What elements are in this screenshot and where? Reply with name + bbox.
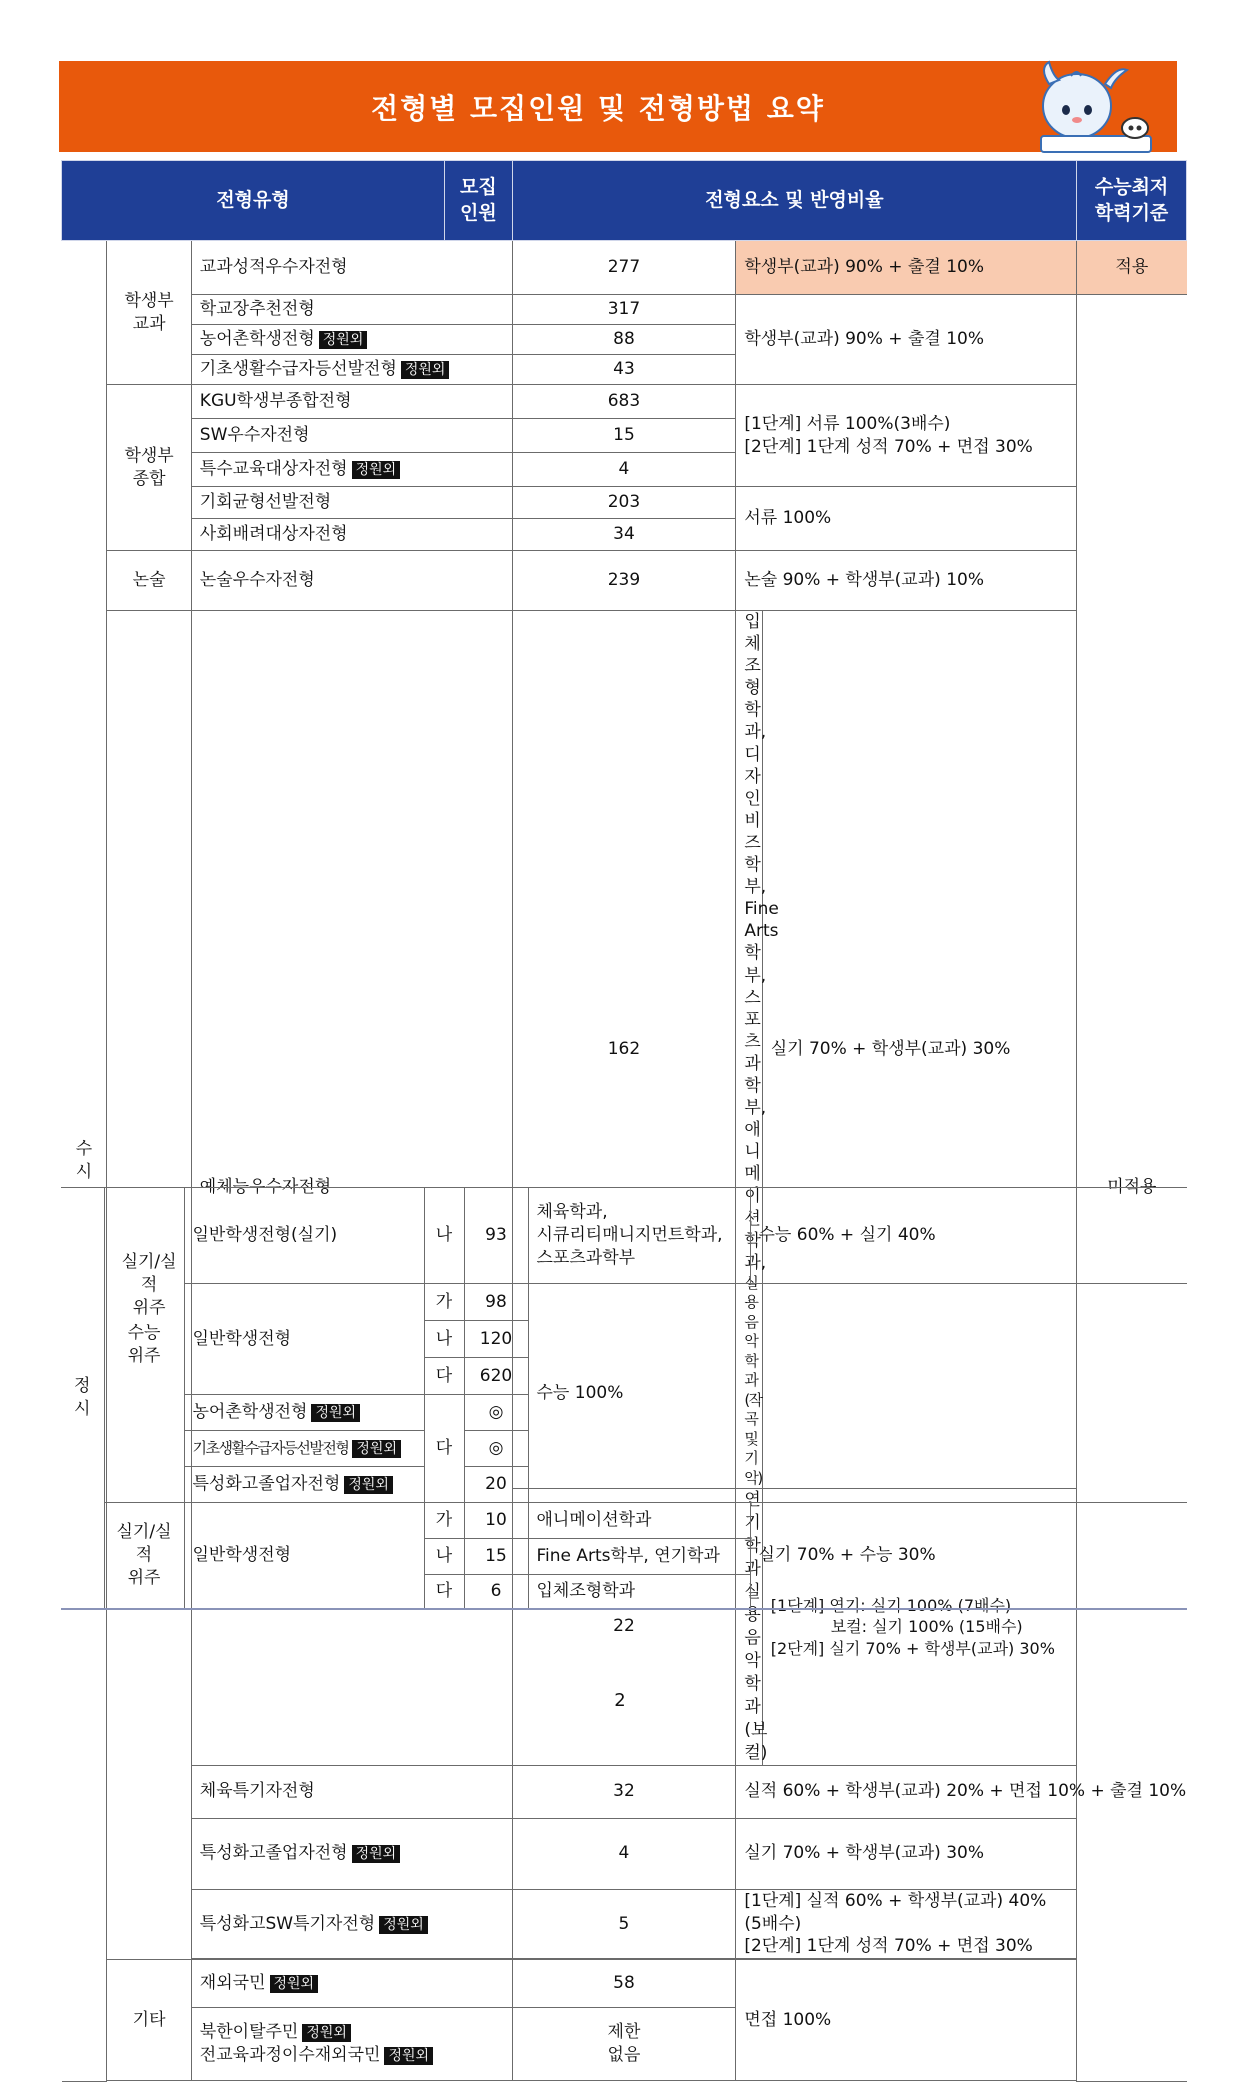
track-name: 기회균형선발전형: [191, 487, 512, 519]
quota-exempt-badge: 정원외: [344, 1476, 393, 1494]
track-name: 일반학생전형(실기): [184, 1188, 424, 1284]
track-method: 학생부(교과) 90% + 출결 10%: [736, 295, 1077, 385]
track-name: 기초생활수급자등선발전형 정원외: [184, 1431, 424, 1467]
track-count: 88: [512, 325, 736, 355]
quota-exempt-badge: 정원외: [319, 331, 368, 349]
category-susi: 수시: [62, 241, 107, 2082]
category-jeongsi: 정시: [61, 1188, 104, 1609]
track-count: 20: [464, 1467, 528, 1503]
track-method: 실적 60% + 학생부(교과) 20% + 면접 10% + 출결 10%: [736, 1765, 1077, 1818]
table-row: [62, 385, 1187, 419]
track-name: 특성화고졸업자전형 정원외: [184, 1467, 424, 1503]
track-count: 98: [464, 1284, 528, 1321]
track-count: 162: [512, 611, 736, 1489]
dept-list: 입체조형학과, 디자인비즈학부, Fine Arts학부, 스포츠과학부, 애니메이션학과, 실용음악학과(작곡및기악): [736, 611, 762, 1489]
track-count: 683: [512, 385, 736, 419]
quota-exempt-badge: 정원외: [352, 461, 401, 479]
page-title: 전형별 모집인원 및 전형방법 요약: [371, 91, 825, 125]
track-group: 나: [424, 1539, 464, 1575]
track-method: [1단계] 실적 60% + 학생부(교과) 40% (5배수) [2단계] 1단계 성적 70% + 면접 30%: [736, 1889, 1077, 1959]
track-count: 6: [464, 1575, 528, 1609]
dept: Fine Arts학부, 연기학과: [528, 1539, 750, 1575]
track-count: 32: [512, 1765, 736, 1818]
track-name: 재외국민 정원외: [191, 1960, 512, 2008]
track-count: 620: [464, 1358, 528, 1395]
dept-list: 체육학과, 시큐리티매니지먼트학과, 스포츠과학부: [528, 1188, 750, 1284]
table-row: [62, 1960, 1187, 2008]
track-method: 수능 60% + 실기 40%: [750, 1188, 1187, 1284]
track-name: 논술우수자전형: [191, 551, 512, 611]
track-method: 실기 70% + 학생부(교과) 30%: [736, 1818, 1077, 1889]
table-row: [62, 1765, 1187, 1818]
track-method: 실기 70% + 학생부(교과) 30%: [762, 611, 1076, 1489]
track-method: 면접 100%: [736, 1960, 1077, 2081]
track-group: 다: [424, 1358, 464, 1395]
quota-exempt-badge: 정원외: [311, 1404, 360, 1422]
track-count: 제한 없음: [512, 2008, 736, 2081]
mascot-character-icon: [1035, 54, 1155, 154]
dept-list: 연기학과 실용음악학과(보컬): [736, 1489, 762, 1765]
track-name: 특성화고졸업자전형 정원외: [191, 1818, 512, 1889]
quota-exempt-badge: 정원외: [379, 1916, 428, 1934]
jeongsi-table: [61, 1187, 1187, 1610]
track-count: 93: [464, 1188, 528, 1284]
admission-summary-table: [61, 160, 1187, 2082]
track-name: 농어촌학생전형 정원외: [191, 325, 512, 355]
track-name: 특성화고SW특기자전형 정원외: [191, 1889, 512, 1959]
table-row: [61, 1284, 1187, 1321]
track-method: 실기 70% + 수능 30%: [750, 1503, 1187, 1609]
track-count: 10: [464, 1503, 528, 1539]
track-method: 학생부(교과) 90% + 출결 10%: [736, 241, 1077, 295]
track-method: 수능 100%: [528, 1284, 1187, 1503]
track-group: 가: [424, 1503, 464, 1539]
table-row: [62, 1818, 1187, 1889]
table-row: [62, 241, 1187, 295]
track-count: 203: [512, 487, 736, 519]
track-method: 논술 90% + 학생부(교과) 10%: [736, 551, 1077, 611]
track-count: 34: [512, 519, 736, 551]
quota-exempt-badge: 정원외: [302, 2024, 351, 2042]
subcategory-suneung: 수능 위주: [104, 1188, 184, 1503]
header-type: 전형유형: [62, 161, 445, 241]
dept: 입체조형학과: [528, 1575, 750, 1609]
quota-exempt-badge: 정원외: [270, 1975, 319, 1993]
title-banner: [59, 61, 1177, 152]
header-count: 모집 인원: [445, 161, 513, 241]
track-name: 특수교육대상자전형 정원외: [191, 453, 512, 487]
subcategory-silgi: 실기/실적 위주: [104, 1503, 184, 1609]
track-count: 15: [464, 1539, 528, 1575]
track-count: 120: [464, 1321, 528, 1358]
track-group: 가: [424, 1284, 464, 1321]
table-row: [62, 487, 1187, 519]
track-name: 학교장추천전형: [191, 295, 512, 325]
track-method: 서류 100%: [736, 487, 1077, 551]
track-count: 4: [512, 1818, 736, 1889]
track-count: ◎: [464, 1431, 528, 1467]
table-row: [61, 1503, 1187, 1539]
track-name: 일반학생전형: [184, 1284, 424, 1395]
table-row: [62, 295, 1187, 325]
track-name: KGU학생부종합전형: [191, 385, 512, 419]
track-group: 나: [424, 1321, 464, 1358]
track-count: 4: [512, 453, 736, 487]
track-name: 북한이탈주민 정원외 전교육과정이수재외국민 정원외: [191, 2008, 512, 2081]
quota-exempt-badge: 정원외: [352, 1845, 401, 1863]
table-header-row: [62, 161, 1187, 241]
subcategory-gyogwa: 학생부 교과: [107, 241, 191, 385]
track-method: [1단계] 연기: 실기 100% (7배수) 보컬: 실기 100% (15배수) [2단계] 실기 70% + 학생부(교과) 30%: [762, 1489, 1076, 1765]
track-name: 농어촌학생전형 정원외: [184, 1395, 424, 1431]
csat-applied: 적용: [1077, 241, 1187, 295]
track-name: SW우수자전형: [191, 419, 512, 453]
track-count: 239: [512, 551, 736, 611]
subcategory-gita: 기타: [107, 1960, 191, 2081]
dept: 애니메이션학과: [528, 1503, 750, 1539]
table-row: [62, 551, 1187, 611]
subcategory-jonghap: 학생부 종합: [107, 385, 191, 551]
track-count: 277: [512, 241, 736, 295]
track-method: [1단계] 서류 100%(3배수) [2단계] 1단계 성적 70% + 면접 30%: [736, 385, 1077, 487]
header-method: 전형요소 및 반영비율: [512, 161, 1077, 241]
csat-not-applied: 미적용: [1077, 295, 1187, 2082]
quota-exempt-badge: 정원외: [401, 361, 450, 379]
track-group: 다: [424, 1395, 464, 1503]
page-number: 2: [614, 1690, 626, 1711]
track-name: 기초생활수급자등선발전형 정원외: [191, 355, 512, 385]
track-name: 사회배려대상자전형: [191, 519, 512, 551]
track-name: 교과성적우수자전형: [191, 241, 512, 295]
quota-exempt-badge: 정원외: [352, 1440, 401, 1458]
track-name: 체육특기자전형: [191, 1765, 512, 1818]
track-count: 317: [512, 295, 736, 325]
table-row: [61, 1188, 1187, 1284]
track-name: 예체능우수자전형: [191, 611, 512, 1766]
track-count: 22: [512, 1489, 736, 1765]
table-row: [62, 1889, 1187, 1959]
track-group: 나: [424, 1188, 464, 1284]
track-count: 15: [512, 419, 736, 453]
track-count: 43: [512, 355, 736, 385]
quota-exempt-badge: 정원외: [384, 2047, 433, 2065]
track-count: 58: [512, 1960, 736, 2008]
subcategory-nonsul: 논술: [107, 551, 191, 611]
subcategory-silgi: 실기/실적 위주: [107, 611, 191, 1960]
track-count: 5: [512, 1889, 736, 1959]
header-csat: 수능최저 학력기준: [1077, 161, 1187, 241]
track-group: 다: [424, 1575, 464, 1609]
track-count: ◎: [464, 1395, 528, 1431]
track-name: 일반학생전형: [184, 1503, 424, 1609]
